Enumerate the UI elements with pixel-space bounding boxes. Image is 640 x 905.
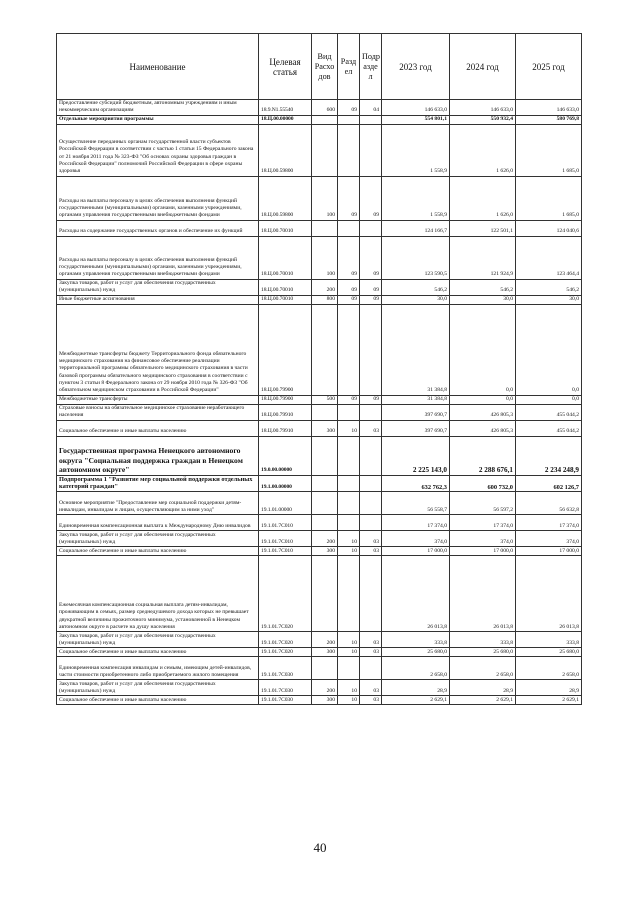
row-subsection: 03 [360,420,382,436]
table-row [57,475,582,492]
row-section: 09 [338,395,360,404]
table-row [57,657,582,680]
row-name: Отдельные мероприятия программы [57,115,259,124]
row-amount-2025: 123 464,4 [516,236,582,279]
row-amount-2025: 546,2 [516,279,582,295]
row-expense-type [312,515,338,531]
table-row [57,632,582,648]
row-subsection: 09 [360,395,382,404]
row-amount-2024: 28,9 [450,680,516,696]
row-target-article: 19.1.01.7С030 [259,680,312,696]
row-section [338,220,360,236]
row-section: 09 [338,236,360,279]
table-row [57,436,582,475]
row-amount-2025: 455 044,2 [516,420,582,436]
row-amount-2024: 1 626,0 [450,176,516,220]
row-amount-2025: 2 234 248,9 [516,436,582,475]
row-expense-type [312,657,338,680]
row-subsection [360,475,382,492]
row-name: Основное мероприятие "Предоставление мер социальной поддержки детям-инвалидам, инвалидам и лицам, осуществляющим за ними уход" [57,492,259,515]
row-expense-type: 200 [312,279,338,295]
row-section: 09 [338,279,360,295]
row-amount-2024: 600 732,0 [450,475,516,492]
row-subsection: 03 [360,531,382,547]
budget-table [56,33,582,705]
row-amount-2025: 1 685,0 [516,124,582,176]
row-section: 10 [338,547,360,556]
row-amount-2025: 56 632,8 [516,492,582,515]
row-amount-2024: 2 658,0 [450,657,516,680]
row-section [338,124,360,176]
row-amount-2023: 56 558,7 [382,492,450,515]
row-amount-2025: 30,0 [516,295,582,304]
row-amount-2023: 397 690,7 [382,420,450,436]
row-name: Подпрограмма 1 "Развитие мер социальной поддержки отдельных категорий граждан" [57,475,259,492]
row-amount-2025: 17 374,0 [516,515,582,531]
table-row [57,176,582,220]
row-amount-2023: 17 374,0 [382,515,450,531]
row-expense-type: 300 [312,420,338,436]
row-expense-type: 200 [312,680,338,696]
row-name: Социальное обеспечение и иные выплаты населению [57,648,259,657]
row-amount-2023: 31 384,8 [382,395,450,404]
table-row [57,680,582,696]
row-expense-type: 300 [312,547,338,556]
row-section: 10 [338,696,360,705]
row-amount-2023: 2 225 143,0 [382,436,450,475]
row-expense-type: 200 [312,531,338,547]
row-target-article: 18.Ц.00.59800 [259,176,312,220]
row-name: Единовременная компенсационная выплата к Международному Дню инвалидов [57,515,259,531]
row-expense-type: 300 [312,696,338,705]
row-expense-type: 100 [312,236,338,279]
row-section: 09 [338,295,360,304]
header-expense-type: Вид Расхо дов [312,34,338,100]
row-expense-type [312,404,338,420]
row-amount-2023: 17 000,0 [382,547,450,556]
row-amount-2023: 146 633,0 [382,100,450,116]
row-subsection: 04 [360,100,382,116]
table-row [57,304,582,395]
row-section: 10 [338,680,360,696]
row-amount-2023: 30,0 [382,295,450,304]
row-subsection [360,304,382,395]
row-amount-2024: 122 501,1 [450,220,516,236]
row-target-article: 18.Ц.00.70010 [259,295,312,304]
row-target-article: 19.0.00.00000 [259,436,312,475]
row-section: 09 [338,176,360,220]
row-target-article: 18.Ц.00.79900 [259,304,312,395]
row-subsection: 09 [360,236,382,279]
header-target-article: Целевая статья [259,34,312,100]
row-target-article: 19.1.01.7С020 [259,632,312,648]
row-section [338,436,360,475]
row-amount-2024: 374,0 [450,531,516,547]
row-target-article: 19.1.01.7С010 [259,515,312,531]
row-expense-type: 300 [312,648,338,657]
table-row [57,404,582,420]
row-subsection: 03 [360,696,382,705]
row-amount-2024: 0,0 [450,304,516,395]
row-section [338,556,360,632]
row-subsection [360,115,382,124]
row-expense-type [312,304,338,395]
row-subsection [360,556,382,632]
row-name: Расходы на содержание государственных органов и обеспечение их функций [57,220,259,236]
header-year-2023: 2023 год [382,34,450,100]
header-name: Наименование [57,34,259,100]
row-name: Предоставление субсидий бюджетным, автономным учреждениям и иным некоммерческим организациям [57,100,259,116]
row-subsection: 09 [360,176,382,220]
row-amount-2024: 550 932,4 [450,115,516,124]
row-amount-2024: 1 626,0 [450,124,516,176]
row-subsection: 09 [360,295,382,304]
table-row [57,220,582,236]
row-section: 10 [338,420,360,436]
row-amount-2023: 2 629,1 [382,696,450,705]
row-target-article: 19.1.00.00000 [259,475,312,492]
row-name: Закупка товаров, работ и услуг для обеспечения государственных (муниципальных) нужд [57,632,259,648]
table-row [57,556,582,632]
row-name: Государственная программа Ненецкого автономного округа "Социальная поддержка граждан в Ненецком автономном округе" [57,436,259,475]
row-amount-2025: 0,0 [516,304,582,395]
row-amount-2024: 426 805,3 [450,404,516,420]
row-expense-type [312,556,338,632]
table-row [57,696,582,705]
header-year-2025: 2025 год [516,34,582,100]
row-expense-type [312,115,338,124]
row-amount-2025: 455 044,2 [516,404,582,420]
row-amount-2023: 2 658,0 [382,657,450,680]
row-section [338,515,360,531]
row-name: Социальное обеспечение и иные выплаты населению [57,547,259,556]
row-amount-2024: 146 633,0 [450,100,516,116]
row-target-article: 19.1.01.00000 [259,492,312,515]
row-target-article: 18.Ц.00.00000 [259,115,312,124]
row-target-article: 18.Ц.00.70010 [259,236,312,279]
row-amount-2024: 121 924,9 [450,236,516,279]
row-expense-type [312,124,338,176]
row-subsection: 09 [360,279,382,295]
row-amount-2023: 546,2 [382,279,450,295]
row-amount-2025: 0,0 [516,395,582,404]
row-name: Социальное обеспечение и иные выплаты населению [57,696,259,705]
row-target-article: 18.Ц.00.59800 [259,124,312,176]
row-amount-2023: 31 384,8 [382,304,450,395]
table-row [57,395,582,404]
row-target-article: 19.1.01.7С030 [259,657,312,680]
row-section: 10 [338,648,360,657]
row-name: Расходы на выплаты персоналу в целях обеспечения выполнения функций государственными (муниципальными) органами, казенными учреждениями, органами управления государственными внебюджетными фондами [57,176,259,220]
table-row [57,492,582,515]
row-name: Единовременная компенсация инвалидам и семьям, имеющим детей-инвалидов, части стоимости приобретенного либо приобретаемого жилого помещения [57,657,259,680]
row-expense-type [312,492,338,515]
row-name: Расходы на выплаты персоналу в целях обеспечения выполнения функций государственными (муниципальными) органами, казенными учреждениями, органами управления государственными внебюджетными фондами [57,236,259,279]
table-row [57,100,582,116]
row-subsection: 03 [360,632,382,648]
table-row [57,531,582,547]
row-amount-2023: 374,0 [382,531,450,547]
row-target-article: 18.Ц.00.79910 [259,404,312,420]
row-amount-2025: 146 633,0 [516,100,582,116]
row-expense-type [312,436,338,475]
row-amount-2024: 426 805,3 [450,420,516,436]
row-expense-type: 600 [312,100,338,116]
row-amount-2023: 1 558,9 [382,124,450,176]
row-section: 10 [338,632,360,648]
table-row [57,236,582,279]
row-amount-2024: 26 013,8 [450,556,516,632]
row-amount-2025: 26 013,8 [516,556,582,632]
table-row [57,420,582,436]
table-row [57,279,582,295]
row-amount-2025: 2 629,1 [516,696,582,705]
row-name: Межбюджетные трансферты бюджету Территориального фонда обязательного медицинского страхования на финансовое обеспечение реализации территориальной программы обязательного медицинского страхования в части базовой программы обязательного медицинского страхования в соответствии с пунктом 3 статьи 8 Федерального закона от 29 ноября 2010 года № 326-ФЗ "Об обязательном медицинском страховании в Российской Федерации" [57,304,259,395]
row-amount-2025: 28,9 [516,680,582,696]
row-section [338,115,360,124]
row-subsection [360,124,382,176]
row-section [338,492,360,515]
row-section: 09 [338,100,360,116]
row-amount-2024: 56 597,2 [450,492,516,515]
row-amount-2024: 17 000,0 [450,547,516,556]
row-expense-type: 200 [312,632,338,648]
header-section: Разд ел [338,34,360,100]
row-amount-2024: 546,2 [450,279,516,295]
row-target-article: 19.1.01.7С030 [259,696,312,705]
row-expense-type [312,475,338,492]
row-section: 10 [338,531,360,547]
row-amount-2025: 333,8 [516,632,582,648]
row-amount-2024: 333,8 [450,632,516,648]
row-amount-2025: 602 126,7 [516,475,582,492]
row-target-article: 19.1.01.7С010 [259,531,312,547]
row-target-article: 18.Ц.00.79910 [259,420,312,436]
row-target-article: 18.Ц.00.70010 [259,220,312,236]
row-expense-type: 800 [312,295,338,304]
row-section [338,475,360,492]
row-name: Закупка товаров, работ и услуг для обеспечения государственных (муниципальных) нужд [57,531,259,547]
row-amount-2024: 2 288 676,1 [450,436,516,475]
row-amount-2025: 2 658,0 [516,657,582,680]
row-name: Иные бюджетные ассигнования [57,295,259,304]
row-name: Социальное обеспечение и иные выплаты населению [57,420,259,436]
row-amount-2023: 1 558,9 [382,176,450,220]
table-body [57,100,582,705]
row-amount-2023: 124 166,7 [382,220,450,236]
row-amount-2023: 26 013,8 [382,556,450,632]
row-amount-2024: 25 680,0 [450,648,516,657]
table-row [57,295,582,304]
row-target-article: 18.Ц.00.70010 [259,279,312,295]
row-name: Закупка товаров, работ и услуг для обеспечения государственных (муниципальных) нужд [57,680,259,696]
table-row [57,648,582,657]
row-subsection [360,436,382,475]
row-subsection [360,657,382,680]
table-row [57,115,582,124]
row-amount-2023: 25 680,0 [382,648,450,657]
row-name: Межбюджетные трансферты [57,395,259,404]
row-target-article: 18.9.N1.55540 [259,100,312,116]
table-row [57,124,582,176]
row-amount-2023: 397 690,7 [382,404,450,420]
table-header-row [57,34,582,100]
row-section [338,304,360,395]
row-amount-2025: 580 769,8 [516,115,582,124]
row-amount-2024: 17 374,0 [450,515,516,531]
row-subsection [360,515,382,531]
row-subsection: 03 [360,547,382,556]
row-subsection: 03 [360,648,382,657]
row-target-article: 19.1.01.7С020 [259,556,312,632]
table-row [57,515,582,531]
row-name: Закупка товаров, работ и услуг для обеспечения государственных (муниципальных) нужд [57,279,259,295]
row-section [338,404,360,420]
row-amount-2025: 1 685,0 [516,176,582,220]
row-subsection: 03 [360,680,382,696]
row-name: Ежемесячная компенсационная социальная выплата детям-инвалидам, проживающим в семьях, размер среднедушевого дохода которых не превышает двукратной величины прожиточного минимума, установленной в Ненецком автономном округе в расчете на душу населения [57,556,259,632]
row-section [338,657,360,680]
page-number: 40 [313,840,327,855]
row-amount-2024: 30,0 [450,295,516,304]
row-expense-type: 500 [312,395,338,404]
row-amount-2023: 28,9 [382,680,450,696]
row-expense-type [312,220,338,236]
row-amount-2025: 25 680,0 [516,648,582,657]
row-amount-2024: 0,0 [450,395,516,404]
row-target-article: 19.1.01.7С020 [259,648,312,657]
row-amount-2023: 333,8 [382,632,450,648]
row-subsection [360,220,382,236]
header-year-2024: 2024 год [450,34,516,100]
row-subsection [360,492,382,515]
row-amount-2023: 554 801,1 [382,115,450,124]
row-name: Осуществление переданных органам государственной власти субъектов Российской Федерации в соответствии с частью 1 статьи 15 Федерального закона от 21 ноября 2011 года № 323-ФЗ "Об основах охраны здоровья граждан в Российской Федерации" полномочий Российской Федерации в сфере охраны здоровья [57,124,259,176]
row-expense-type: 100 [312,176,338,220]
row-target-article: 18.Ц.00.79900 [259,395,312,404]
row-name: Страховые взносы на обязательное медицинское страхование неработающего населения [57,404,259,420]
table-row [57,547,582,556]
row-amount-2025: 17 000,0 [516,547,582,556]
header-subsection: Подр азде л [360,34,382,100]
row-target-article: 19.1.01.7С010 [259,547,312,556]
row-amount-2023: 123 590,5 [382,236,450,279]
row-amount-2025: 124 040,6 [516,220,582,236]
row-amount-2024: 2 629,1 [450,696,516,705]
row-subsection [360,404,382,420]
row-amount-2025: 374,0 [516,531,582,547]
row-amount-2023: 632 762,3 [382,475,450,492]
